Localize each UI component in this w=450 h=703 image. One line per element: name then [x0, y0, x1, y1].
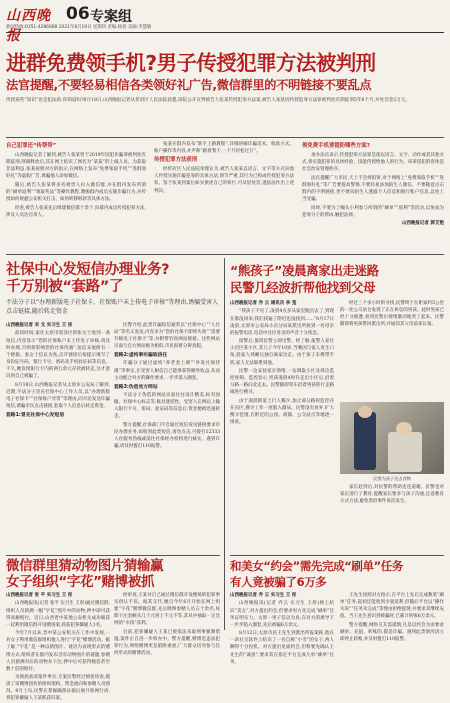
masthead — [6, 4, 444, 44]
story-headline: 千万别被“套路”了 — [6, 279, 123, 295]
lead-col1-heading: 自己犯罪还“传帮带” — [6, 143, 57, 149]
story-headline: 女子组织“字花”赌博被抓 — [6, 574, 154, 590]
byline: 山西晚报记者 郭艾艳 — [401, 221, 444, 227]
lead-col1-paragraph: 经查,被告人张某先后组建微信群十余个,向群内成员传授犯罪方法,涉及人员达百余人。 — [6, 205, 146, 218]
story-headline: 和美女“约会”需先完成“刷单”任务 — [230, 559, 403, 573]
child-figure — [388, 432, 422, 472]
story-column — [230, 592, 334, 665]
lead-col3-heading: 领免费手机要提防哪些方面? — [302, 143, 370, 149]
lead-column-2 — [154, 141, 294, 251]
story-column — [340, 484, 444, 552]
story-paragraph: 诈骗分子通过虚构“养老金上调”“补发社保待遇”等事实,让受害人相信自己能够获得额外收益,从而主动配合对方的操作要求,一步步落入圈套。 — [114, 361, 220, 381]
story-paragraph: 8月18日,山西晚报记者从太原市公安局了解到,近期,不法分子冒充社保中心工作人员,以“办理新版电子社保卡”“社保账户异常”等理由,向市民发送诈骗短信,诱骗市民点击链接,套取个人信息后转走资金。 — [6, 382, 110, 409]
story-column — [340, 300, 444, 398]
photo-caption: 民警为孩子送去食物 — [373, 476, 411, 481]
story-paragraph: 民警介绍,此类诈骗短信通常以“社保中心”“人社局”等名义发送,内容多为“您的社保卡即将失效”“需要升级电子社保卡”等,并附带钓鱼网站链接。这些网站页面与官方网站极为相似,市民很难分辨真假。 — [114, 323, 220, 350]
lead-col2-paragraph: 张某在群内发布“新手上路教程”,详细讲解诈骗话术、收款方式、账户操作等内容,并声称“跟着我干,一个月轻松过万”。 — [154, 142, 294, 155]
lead-col3-paragraph: 承办法官表示,传授犯罪方法罪是指以语言、文字、动作或者其他方式,将实施犯罪的具体经验、技能传授给他人的行为。该罪侵犯的客体是社会治安管理秩序。 — [302, 153, 444, 173]
lead-headline: 进群免费领手机?男子传授犯罪方法被判刑 — [6, 51, 376, 75]
lead-intro: 传授某些“知识”也是犯法的,你知道吗?8月18日,山西晚报记者从忻府区人民法院获悉,该院公开宣判被告人张某传授犯罪方法案,被告人张某因传授犯罪方法罪被判处有期徒刑5年6个月,并处罚金2万元。 — [6, 98, 411, 103]
officer-head — [358, 406, 372, 418]
masthead-info-line: 新闻热线:0351-4286668 2021年8月19日 星期四 责编:杨扬 美编:李慧敏 — [6, 25, 152, 30]
story-paragraph: 经过三个多小时的寻找,民警终于在距家约5公里的一处公交站台发现了正在休息的男孩。此时男孩已经十分疲惫,看到民警后情绪激动地哭了起来。民警随即将男孩带回派出所,并通知其父母前来认领。 — [340, 301, 444, 328]
story-column — [114, 592, 220, 657]
story-paragraph: 王先生按照对方指示,在平台上先后完成数笔“刷单”任务,起初还能收到少量返利,但随后平台以“操作失误”“任务未完成”等理由拒绝提现,并要求其继续充值。当王先生意识到被骗时,已累计转账6万余元。 — [340, 593, 444, 620]
lead-col2-heading: 传授犯罪方法获刑 — [154, 157, 198, 164]
lead-col1-paragraph: 山西晚报记者了解到,被告人张某曾于2019年因犯诈骗罪被判处有期徒刑,刑满释放后,其在网上结识了网名为“某某”的上线人员。为获取非法利益,张某按照对方的指示,在网络上发布“免费领取手机”“进群领好礼”等虚假广告,诱骗他人添加微信。 — [6, 153, 146, 180]
lead-col3-paragraph: 同时,不要为了蝇头小利参与所谓的“刷单”“返利”等活动,以免成为犯罪分子的帮凶,触犯法律。 — [302, 205, 444, 218]
column-divider — [224, 258, 225, 630]
divider — [6, 254, 444, 255]
byline: 山西晚报记者 乔 云 实习生 王 彤 — [230, 593, 297, 598]
story-subhead: 套路1:冒充社保中心发短信 — [6, 412, 65, 418]
story-paragraph: 警方提醒,社保部门不会通过短信发送链接要求市民办理业务,如收到此类短信,请勿点击,可拨打12333人社服务热线或前往社保经办机构进行核实。遇到诈骗,请及时拨打110报警。 — [114, 422, 220, 449]
lead-col1-paragraph: 随后,被告人张某将多名被害人拉入微信群,并在群内发布所谓的“刷单返利”“领取奖品”等操作教程,教唆群内成员实施诈骗行为,并传授如何规避公安机关打击、如何转移赃款等具体方法。 — [6, 182, 146, 203]
story-paragraph: “我孩子不见了,凌晨4点多从家里跑出去了,到现在都没回来,我们找遍了附近也没找到……”8月17日凌晨,太原市公安局小店分局某派出所接到一名母亲的报警电话,电话中这位母亲的声音十分焦急。 — [230, 309, 334, 336]
story-column — [6, 592, 110, 702]
story-column — [114, 322, 220, 552]
story-paragraph: 前段时间,家住太原市迎泽区的张女士收到一条短信,内容显示“您的社保账户未上传电子审核,请及时办理,否则将影响您的社保待遇”,短信末尾附有一个链接。张女士信以为真,点开链接后按提示填写了身份证号码、银行卡号、密码及手机验证码等信息。不久,她发现银行卡内的两万余元存款被转走,这才意识到自己被骗了。 — [6, 331, 110, 380]
byline: 山西晚报记者 张 平 实习生 王 彤 — [6, 593, 73, 598]
story-paragraph: 今年7月以来,晋中某公安机关在工作中发现,一名女子利用微信群组织他人进行“字花”赌博活动。据了解,“字花”是一种以猜图片、谜语为表现形式的赌博方式,组织者在群内发布含有动物图片的谜题,参赌人员猜测对应的动物并下注,押中后可获得数倍甚至数十倍的赔付。 — [6, 631, 110, 672]
byline: 山西晚报记者 乔 云 通讯员 李 莹 — [230, 301, 297, 306]
lead-col3-paragraph: 法官提醒广大市民,天上不会掉馅饼,对于网络上“免费领取手机”“进群领好礼”等广告要提高警惕,不要轻易添加陌生人微信、不要随意点击群内的不明链接,更不要向陌生人透露个人信息和银行账户信息,以免上当受骗。 — [302, 175, 444, 203]
story-headline: 有人竟被骗了6万多 — [230, 575, 327, 589]
story-headline: 民警几经波折帮他找到父母 — [230, 280, 376, 295]
story-column — [230, 300, 334, 552]
newspaper-logo: 山西晚报 — [6, 8, 51, 44]
story-paragraph: 山西晚报讯(记者 乔云 实习生 王彤)网上结识“美女”,对方提出约会,但要求男方先完成“刷单”任务证明实力。太原一男子信以为真,在对方的诱导下一步步陷入圈套,先后被骗6万余元。 — [230, 601, 334, 628]
lead-col2-paragraph: 经忻府区人民法院审理认为,被告人张某以语言、文字等方式向他人传授实施诈骗犯罪的具体方法,情节严重,其行为已构成传授犯罪方法罪。鉴于张某到案后如实供述自己的罪行,可从轻处罚,遂依法作出上述判决。 — [154, 167, 294, 194]
divider — [230, 555, 444, 556]
story-paragraph: 山西晚报讯(记者 张平 实习生 王彤)通过微信群,组织人员猜测一幅“字花”图片中的动物,押中即可获得高额赔付。近日,山西晋中某地公安机关成功破获一起利用微信群开设赌场案,抓获犯罪嫌疑人1名。 — [6, 601, 110, 628]
story-paragraph: 警方提醒,网络交友需谨慎,凡是以约会为由要求刷单、充值、转账的,都是诈骗。遇到此类情况请立即停止转账,并及时拨打110报警。 — [340, 622, 444, 642]
story-paragraph: 目前,犯罪嫌疑人王某已被依法采取刑事强制措施,案件正在进一步侦办中。警方提醒,赌博是违法犯罪行为,网络赌博更是陷阱重重,广大群众切勿参与任何形式的赌博活动。 — [114, 629, 220, 657]
story-paragraph: 8月12日,太原市民王先生到派出所报案称,他在一款社交软件上结识了一名自称“小雪”的女子,两人聊得十分投机。对方提出见面约会,但称要先确认王先生的“诚意”,要求其在指定平台完成几单“刷单”任务。 — [230, 631, 334, 665]
story-headline: “熊孩子”凌晨离家出走迷路 — [230, 263, 379, 278]
byline: 山西晚报记者 宋 戈 实习生 王 彤 — [6, 323, 73, 328]
story-paragraph: 接警后,值班民警立即出警。经了解,报警人家住小店区某小区,其儿子今年10岁,当晚因与家人发生口角,趁家人熟睡后独自离家出走。由于孩子未携带手机,家人无法联系到他。 — [230, 339, 334, 366]
lead-column-1 — [6, 141, 146, 251]
story-subhead: 套路2:虚构事实骗取信任 — [114, 353, 168, 359]
story-paragraph: 家长赶到后,对民警的帮助连连道谢。民警也对家长进行了教育,提醒家长要多与孩子沟通,注意教育方式方法,避免类似事件再次发生。 — [340, 485, 444, 505]
story-headline: 社保中心发短信办理业务? — [6, 262, 170, 278]
story-subhead: 套路3:伪造官方网站 — [114, 384, 158, 390]
story-headline: 微信群里猜动物图片猜输赢 — [6, 558, 164, 574]
story-paragraph: 民警一边安抚家长情绪,一边调取小区及周边监控视频。监控显示,男孩凌晨4时许走出小区后,沿着马路一路向北走去。民警随即驾车沿着男孩的行走路线进行搜寻。 — [230, 369, 334, 396]
story-paragraph: 经审查,王某对自己通过微信群开设赌场的犯罪事实供认不讳。据其交代,她自今年6月开始在网上组建“字花”赌博微信群,先后吸纳参赌人员五十余名,每期下注金额从几十元到上千元不等,其从中抽取一定比例的“水钱”获利。 — [114, 593, 220, 627]
divider — [6, 555, 220, 556]
page-number: 06 — [66, 4, 90, 24]
lead-col3-byline — [302, 220, 444, 227]
story-column — [340, 592, 444, 642]
story-paragraph: 不法分子伪造的网站页面往往设计精美,标有国徽、社保中心标志等,极具迷惑性。受害人在网站上输入银行卡号、密码、验证码等信息后,资金便被迅速转走。 — [114, 392, 220, 420]
story-column — [6, 322, 110, 552]
child-head — [396, 422, 412, 436]
story-subheadline: 不法分子以“办理新版电子社保卡、社保账户未上传电子审核”等理由,诱骗受害人点击链接,随后转走资金 — [6, 299, 219, 315]
lead-column-3 — [302, 141, 444, 251]
story-paragraph: 为彻底查清案件事实,专案民警经过缜密侦查,摸清了该赌博团伙的组织架构、资金流向和参赌人员情况。8月上旬,民警在掌握确凿证据后展开收网行动,将犯罪嫌疑人王某抓获归案。 — [6, 675, 110, 702]
news-photo — [340, 402, 444, 474]
section-title: 专案组 — [90, 9, 132, 25]
story-paragraph: 由于凌晨街道上行人稀少,加之部分路段监控存在盲区,搜寻工作一度陷入僵局。民警没有放弃,扩大搜寻范围,在附近的公园、商铺、公交站点等地逐一排查。 — [230, 398, 334, 426]
divider — [6, 137, 444, 138]
police-officer-figure — [354, 412, 376, 470]
lead-subheadline: 法官提醒,不要轻易相信各类领好礼广告,微信群里的不明链接不要乱点 — [6, 78, 372, 92]
